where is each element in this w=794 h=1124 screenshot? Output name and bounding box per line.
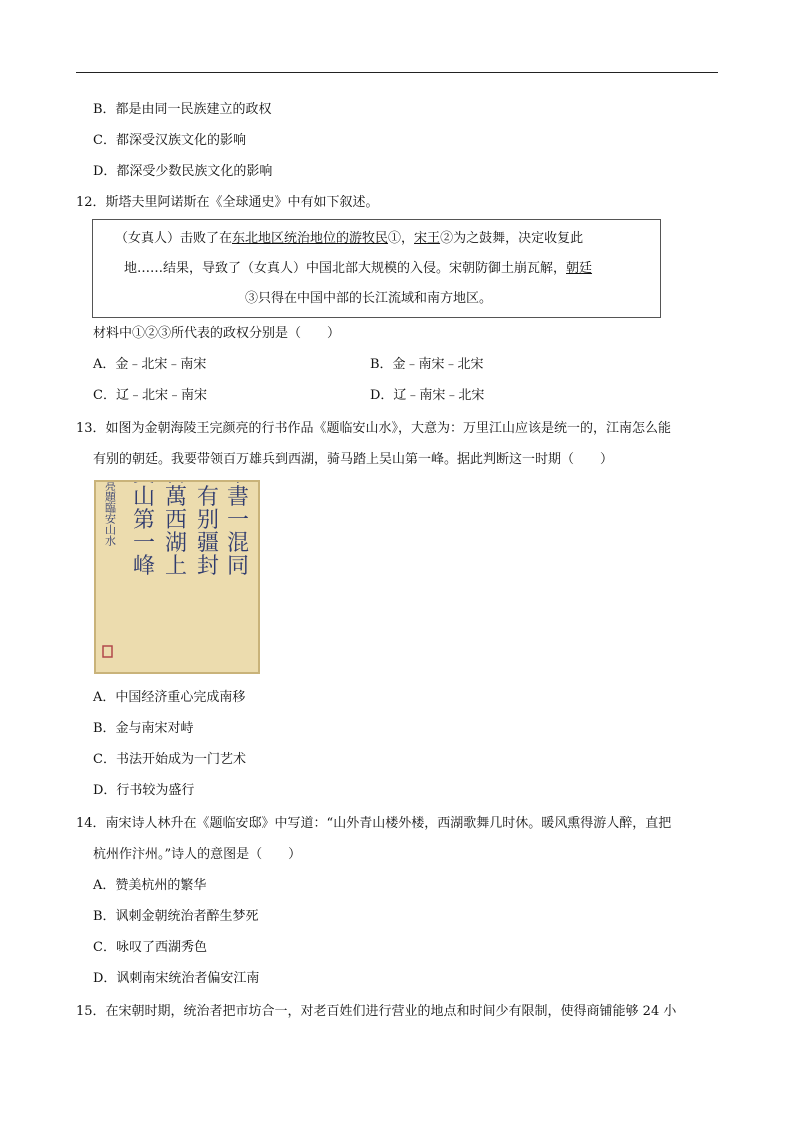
q12-material-box [92,219,661,318]
q13-stem-line1: 13．如图为金朝海陵王完颜亮的行书作品《题临安山水》，大意为：万里江山应该是统一的，江南怎么能 [76,421,672,436]
header-rule [76,72,718,73]
calligraphy-column-3: 提兵百萬西湖上 [161,482,187,577]
calligraphy-signature: 完顏亮題臨安山水 [103,482,117,546]
q12-stem: 12．斯塔夫里阿诺斯在《全球通史》中有如下叙述。 [76,195,379,210]
q12-question: 材料中①②③所代表的政权分别是（ ） [93,326,341,341]
material-underlined-court: 朝廷 [566,261,593,276]
q12-material-line1 [115,230,583,248]
calligraphy-column-2: 江南豈有别疆封 [193,482,219,577]
q14-option-c[interactable]: C．咏叹了西湖秀色 [93,940,207,955]
q14-option-a[interactable]: A．赞美杭州的繁华 [93,878,207,893]
material-text: 地……结果，导致了（女真人）中国北部大规模的入侵。宋朝防御土崩瓦解， [124,261,567,276]
q13-stem-line2: 有别的朝廷。我要带领百万雄兵到西湖，骑马踏上吴山第一峰。据此判断这一时期（ ） [93,452,614,467]
q14-option-b[interactable]: B．讽刺金朝统治者醉生梦死 [93,909,259,924]
q11-option-c[interactable]: C．都深受汉族文化的影响 [93,133,246,148]
calligraphy-column-1: 萬里車書一混同 [223,482,249,577]
q13-option-a[interactable]: A．中国经济重心完成南移 [93,690,246,705]
q12-option-d[interactable]: D．辽﹣南宋﹣北宋 [370,388,485,403]
material-text: （女真人）击败了在 [115,231,233,246]
q13-option-c[interactable]: C．书法开始成为一门艺术 [93,752,246,767]
q11-option-d[interactable]: D．都深受少数民族文化的影响 [93,164,273,179]
q13-option-b[interactable]: B．金与南宋对峙 [93,721,194,736]
calligraphy-image [94,480,260,674]
q12-option-a[interactable]: A．金﹣北宋﹣南宋 [93,357,207,372]
material-text: ①， [388,231,415,246]
calligraphy-column-4: 立馬吳山第一峰 [129,482,155,577]
q15-stem-line1: 15．在宋朝时期，统治者把市坊合一，对老百姓们进行营业的地点和时间少有限制，使得商铺能够 24 小 [76,1004,677,1019]
material-text: ②为之鼓舞，决定收复此 [440,231,584,246]
q11-option-b[interactable]: B．都是由同一民族建立的政权 [93,102,272,117]
q12-option-b[interactable]: B．金﹣南宋﹣北宋 [370,357,484,372]
q13-option-d[interactable]: D．行书较为盛行 [93,783,195,798]
material-underlined-song-king: 宋王 [414,231,441,246]
calligraphy-artwork [96,482,258,672]
q14-stem-line2: 杭州作汴州。”诗人的意图是（ ） [93,847,302,862]
q14-option-d[interactable]: D．讽刺南宋统治者偏安江南 [93,971,260,986]
q12-material-line3: ③只得在中国中部的长江流域和南方地区。 [245,291,493,306]
q14-stem-line1: 14．南宋诗人林升在《题临安邸》中写道：“山外青山楼外楼，西湖歌舞几时休。暖风熏得游人醉，直把 [76,816,672,831]
q12-material-line2 [124,260,592,278]
material-underlined-nomads: 东北地区统治地位的游牧民 [232,231,389,246]
q12-option-c[interactable]: C．辽﹣北宋﹣南宋 [93,388,207,403]
